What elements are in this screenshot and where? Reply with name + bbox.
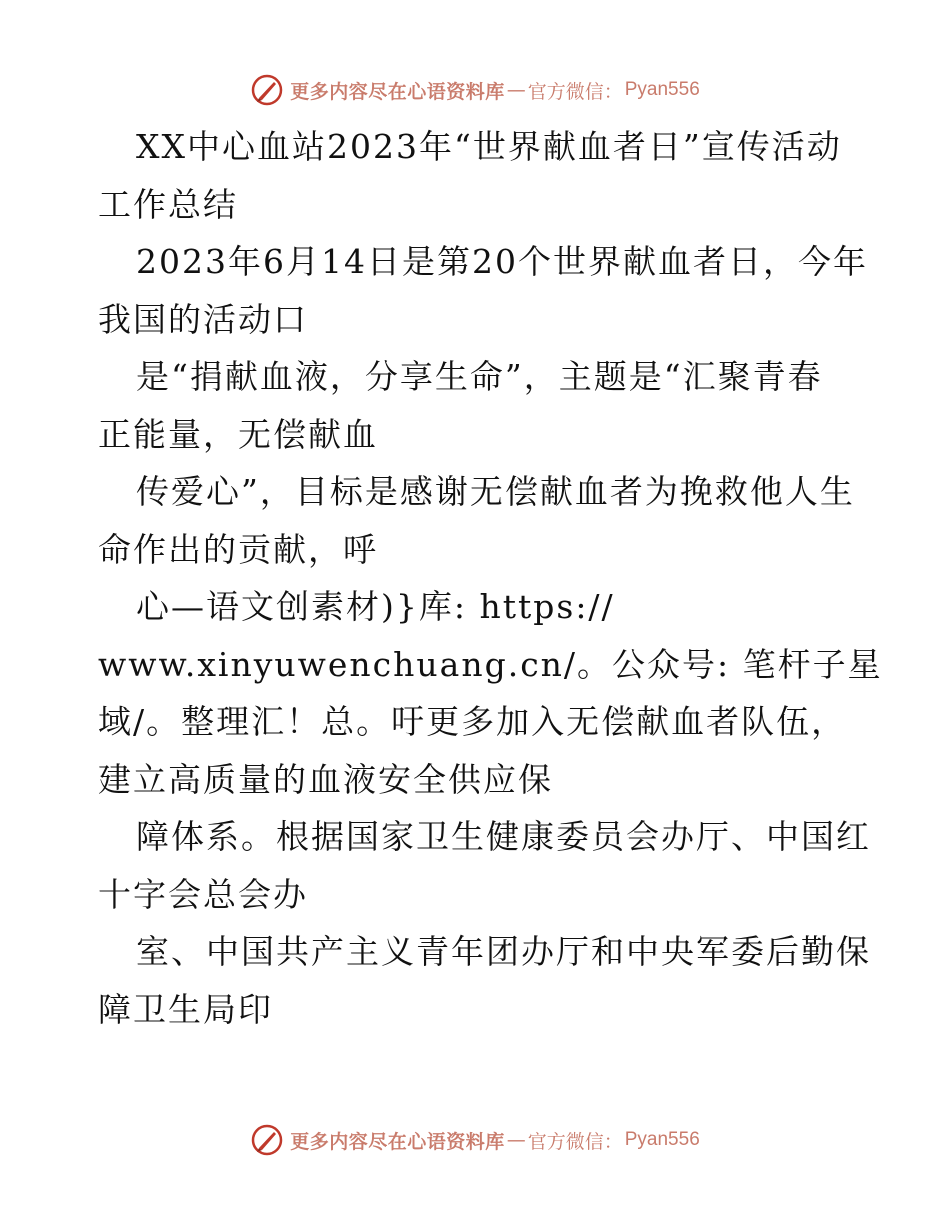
body-line: 我国的活动口 [98,299,308,339]
body-line: 障卫生局印 [98,989,273,1029]
body-line: 正能量，无偿献血 [98,414,378,454]
footer-brand-text: 更多内容尽在心语资料库 [290,1130,505,1153]
header-wechat-id: Pyan556 [624,79,700,100]
title-line-2: 工作总结 [98,184,238,224]
document-body [98,118,883,1038]
header-watermark-banner [0,70,950,110]
body-line: www.xinyuwenchuang.cn/。公众号: 笔杆子星 [98,644,883,684]
footer-wechat-id: Pyan556 [624,1129,700,1150]
body-line: 十字会总会办 [98,874,308,914]
body-line: 传爱心”，目标是感谢无偿献血者为挽救他人生 [136,472,855,511]
quill-pen-icon [250,1123,284,1157]
body-line: 室、中国共产主义青年团办厅和中央军委后勤保 [136,932,871,971]
footer-watermark-banner [0,1120,950,1160]
body-line: 障体系。根据国家卫生健康委员会办厅、中国红 [136,817,871,856]
header-brand-text: 更多内容尽在心语资料库 [290,80,505,103]
footer-wechat-label: 官方微信： [527,1130,623,1153]
body-line: 心—语文创素材)}库: https:// [136,587,615,626]
body-line: 域/。整理汇！总。吁更多加入无偿献血者队伍， [98,702,847,741]
body-line: 是“捐献血液，分享生命”，主题是“汇聚青春 [136,357,823,396]
header-separator: — [506,79,526,101]
body-line: 2023年6月14日是第20个世界献血者日，今年 [136,242,868,281]
footer-separator: — [506,1129,526,1151]
body-line: 建立高质量的血液安全供应保 [98,759,553,799]
quill-pen-icon [250,73,284,107]
title-line-1: XX中心血站2023年“世界献血者日”宣传活动 [136,127,842,166]
header-wechat-label: 官方微信： [527,80,623,103]
body-line: 命作出的贡献，呼 [98,529,378,569]
